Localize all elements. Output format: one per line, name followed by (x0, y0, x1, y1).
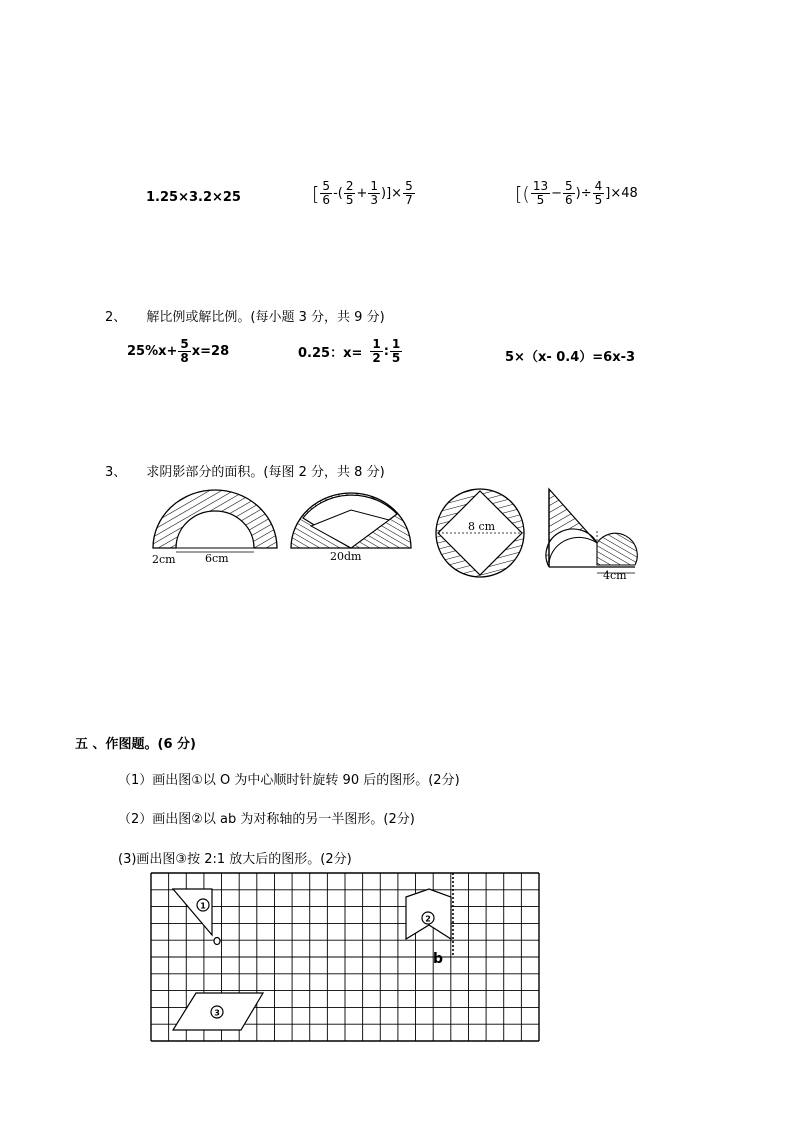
fraction: $\frac{13}{5}$ (532, 179, 549, 207)
operator: )÷ (575, 186, 592, 201)
drawing-grid (151, 873, 541, 1043)
figure-1-left-label: 2cm (152, 553, 176, 566)
figure-4-label: 4cm (603, 569, 627, 582)
operator: )]× (381, 186, 403, 201)
shape-2-number: 2 (425, 914, 431, 924)
fraction: $\frac{5}{6}$ (322, 179, 331, 207)
section-2-heading (105, 306, 385, 325)
section-3-heading (105, 461, 385, 480)
section-number: 3、 (105, 465, 127, 480)
operator: − (551, 186, 563, 201)
rotation-center-o (214, 938, 220, 945)
section-title: 解比例或解比例。(每小题 3 分，共 9 分) (146, 310, 385, 325)
figure-circle-square (430, 489, 530, 589)
operator: ]×48 (605, 186, 638, 201)
shape-3-number: 3 (214, 1008, 220, 1018)
fraction: $\frac{5}{8}$ (180, 337, 189, 365)
operator: + (356, 186, 368, 201)
fraction: $\frac{5}{6}$ (565, 179, 573, 207)
fraction: $\frac{2}{5}$ (345, 179, 354, 207)
operator: -( (333, 186, 343, 201)
bracket: [ (312, 182, 320, 205)
fraction: $\frac{1}{2}$ (372, 337, 381, 365)
shape-1-number: 1 (200, 901, 206, 911)
shape-1-triangle (173, 889, 212, 935)
section-5-heading: 五 、作图题。(6 分) (75, 737, 196, 752)
fraction: $\frac{4}{5}$ (594, 179, 603, 207)
fraction: $\frac{1}{5}$ (391, 337, 401, 365)
equation-1: 25%x+ $\frac{5}{8}$ x=28 (127, 337, 230, 365)
figure-2-label: 20dm (330, 550, 362, 563)
bracket: [( (515, 182, 530, 205)
section-title: 求阴影部分的面积。(每图 2 分，共 8 分) (146, 465, 385, 480)
figure-triangle-semicircle (545, 487, 645, 582)
figure-1-mid-label: 6cm (205, 552, 229, 565)
section-number: 2、 (105, 310, 127, 325)
task-1: （1）画出图①以 O 为中心顺时针旋转 90 后的图形。(2分) (118, 773, 460, 788)
task-2: （2）画出图②以 ab 为对称轴的另一半图形。(2分) (118, 812, 415, 827)
fraction: $\frac{5}{7}$ (405, 179, 413, 207)
calc-expr-1: 1.25×3.2×25 (146, 190, 241, 205)
figure-3-label: 8 cm (468, 520, 496, 533)
fraction: $\frac{1}{3}$ (370, 179, 379, 207)
equation-2: 0.25：x= $\frac{1}{2}$ : $\frac{1}{5}$ (298, 337, 401, 365)
calc-expr-2 (312, 180, 416, 207)
calc-expr-3 (515, 180, 638, 207)
equation-3: 5×（x- 0.4）=6x-3 (505, 350, 636, 365)
task-3: (3)画出图③按 2:1 放大后的图形。(2分) (118, 852, 352, 867)
axis-label-b: b (433, 951, 444, 967)
